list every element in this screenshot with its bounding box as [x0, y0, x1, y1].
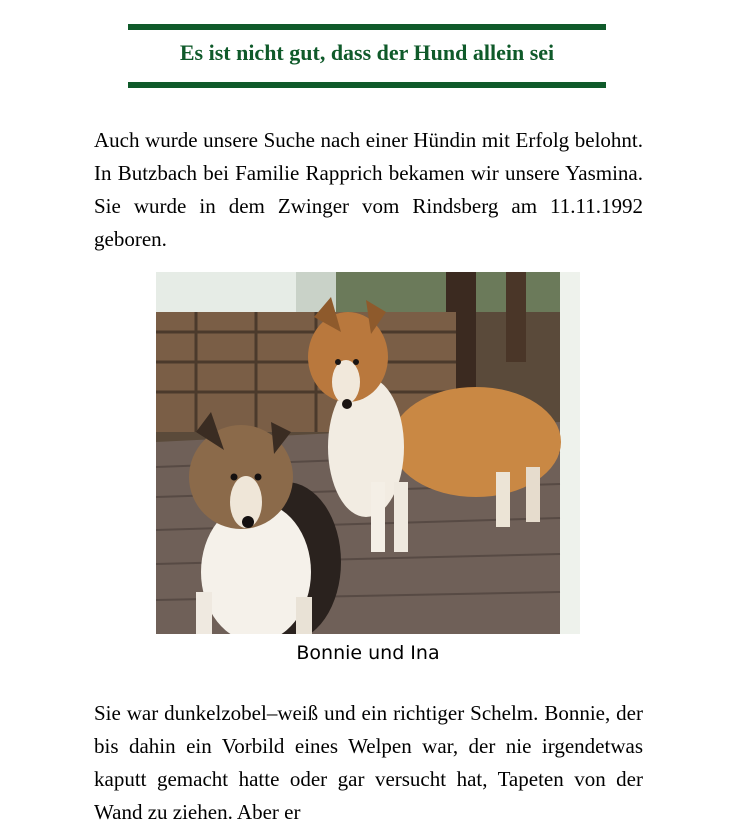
dog-photo	[156, 272, 580, 634]
heading-rule-bottom	[128, 82, 606, 88]
paragraph-continued: Sie war dunkelzobel–weiß und ein richtiger Schelm. Bonnie, der bis dahin ein Vorbild eines Welpen war, der nie irgendetwas kaputt gemacht hatte oder gar versucht hat, Tapeten von der Wand zu ziehen. Aber er	[94, 701, 643, 824]
photo-caption: Bonnie und Ina	[296, 642, 440, 664]
heading-rule-top	[128, 24, 606, 30]
paragraph-intro: Auch wurde unsere Suche nach einer Hündin mit Erfolg belohnt. In Butzbach bei Familie Rapprich bekamen wir unsere Yasmina. Sie wurde in dem Zwinger vom Rindsberg am 11.11.1992 geboren.	[94, 128, 643, 251]
page-title: Es ist nicht gut, dass der Hund allein sei	[179, 40, 555, 65]
